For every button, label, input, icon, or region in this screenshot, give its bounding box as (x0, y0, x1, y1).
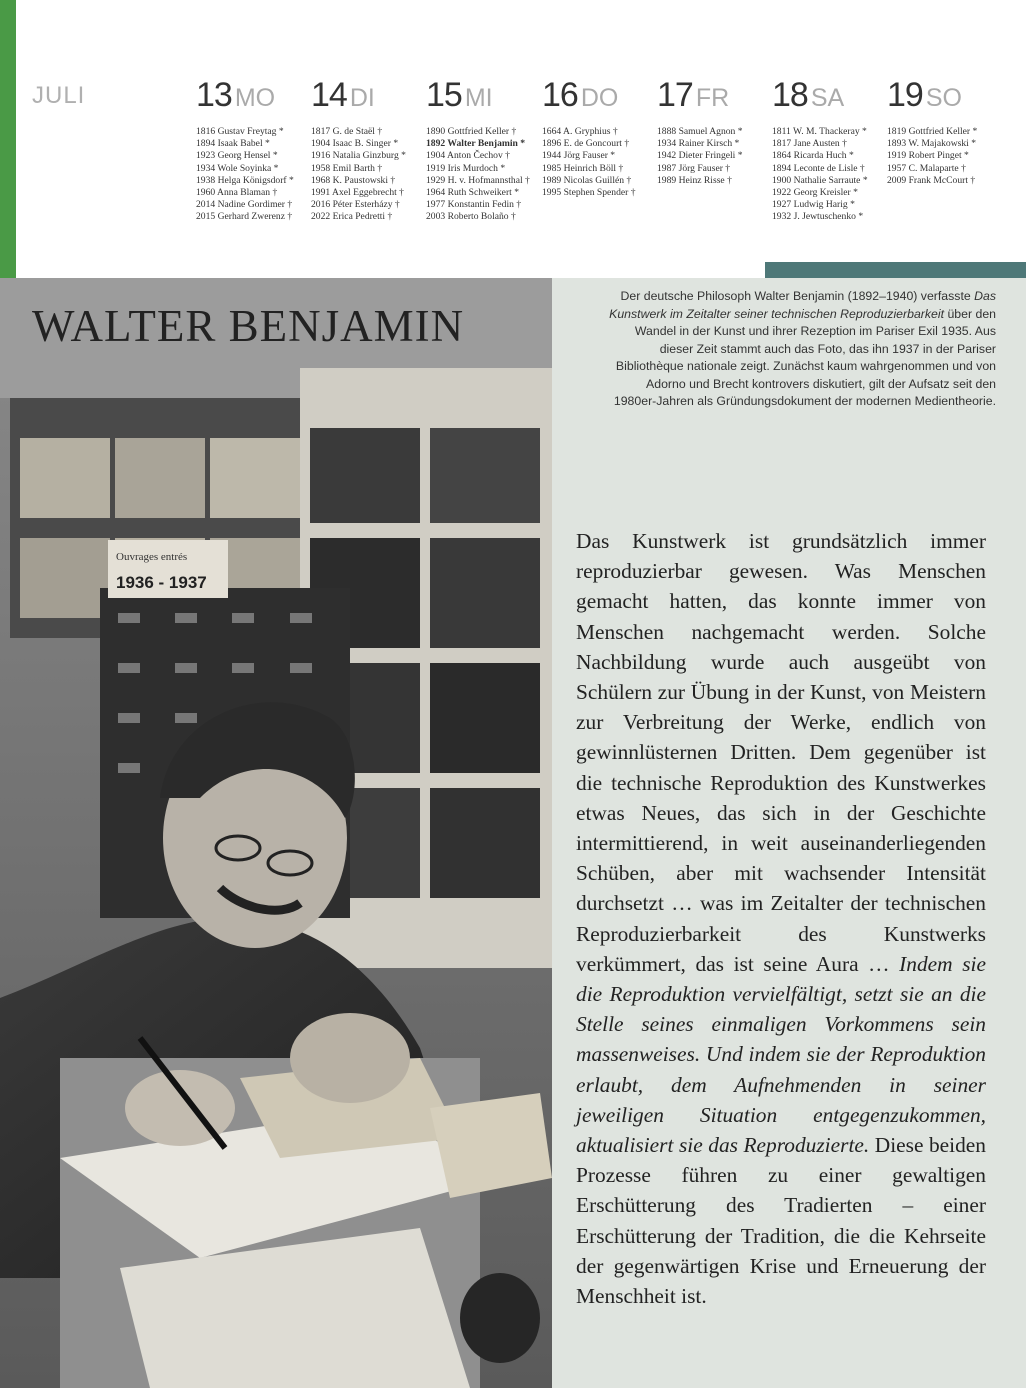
day-header (657, 76, 769, 120)
event-entry: 1864 Ricarda Huch * (772, 150, 854, 162)
event-entry: 2009 Frank McCourt † (887, 174, 976, 186)
events-list (311, 126, 423, 224)
day-header (542, 76, 654, 120)
weekday-label: SA (810, 84, 845, 112)
event-entry: 1944 Jörg Fauser * (542, 150, 616, 162)
day-column (542, 76, 654, 199)
quote-part-italic: Indem sie die Reproduktion vervielfältigt, setzt sie an die Stelle seines einmaligen Vorkommens sein massenweises. Und indem sie der Reproduktion erlaubt, dem Aufnehmenden in seiner jeweiligen Situation entgegenzukommen, aktualisiert sie das Reproduzierte. (576, 951, 986, 1158)
day-number: 17 (657, 76, 693, 114)
event-entry: 1892 Walter Benjamin * (426, 138, 526, 150)
month-label: JULI (32, 82, 86, 109)
event-entry: 1919 Iris Murdoch * (426, 162, 506, 174)
events-list (426, 126, 538, 224)
event-entry: 1817 G. de Staël † (311, 126, 383, 137)
event-entry: 1942 Dieter Fringeli * (657, 150, 743, 162)
event-entry: 1923 Georg Hensel * (196, 150, 278, 162)
intro-paragraph (606, 288, 996, 411)
event-entry: 1960 Anna Blaman † (196, 187, 278, 199)
weekday-label: MO (234, 84, 276, 112)
event-entry: 1938 Helga Königsdorf * (196, 174, 294, 186)
intro-text-2: über den Wandel in der Kunst und ihrer Rezeption im Pariser Exil 1935. Aus dieser Zeit stammt auch das Foto, das ihn 1937 in der Pariser Bibliothèque nationale zeigt. Zunächst kaum wahrgenommen und von Adorno und Brecht kontrovers diskutiert, gilt der Aufsatz seit den 1980er-Jahren als Gründungsdokument der modernen Medientheorie. (613, 306, 996, 408)
weekday-label: MI (464, 84, 493, 112)
weekday-label: FR (695, 84, 730, 112)
event-entry: 1958 Emil Barth † (311, 162, 383, 174)
day-header (196, 76, 308, 120)
day-number: 18 (772, 76, 808, 114)
event-entry: 1927 Ludwig Harig * (772, 199, 855, 211)
green-accent-bar (0, 0, 16, 278)
teal-accent-bar (765, 262, 1026, 278)
day-column (426, 76, 538, 224)
day-column (311, 76, 423, 224)
events-list (772, 126, 884, 224)
event-entry: 1991 Axel Eggebrecht † (311, 187, 404, 199)
event-entry: 1816 Gustav Freytag * (196, 126, 284, 137)
day-number: 14 (311, 76, 347, 114)
event-entry: 1932 J. Jewtuschenko * (772, 211, 864, 223)
day-number: 15 (426, 76, 462, 114)
event-entry: 1890 Gottfried Keller † (426, 126, 517, 137)
event-entry: 2016 Péter Esterházy † (311, 199, 400, 211)
event-entry: 1664 A. Gryphius † (542, 126, 618, 137)
event-entry: 1817 Jane Austen † (772, 138, 847, 150)
event-entry: 1922 Georg Kreisler * (772, 187, 858, 199)
quote-part-1: Das Kunstwerk ist grundsätzlich immer reproduzierbar gewesen. Was Menschen gemacht hatten, das konnte immer von Menschen nachgemacht werden. Solche Nachbildung wurde auch ausgeübt von Schülern zur Übung in der Kunst, von Meistern zur Verbreitung der Werke, endlich von gewinnlüsternen Dritten. Dem gegenüber ist die technische Reproduktion des Kunstwerkes etwas Neues, das sich in der Geschichte intermittierend, in weit auseinanderliegenden Schüben, aber mit wachsender Intensität durchsetzt … was im Zeitalter der technischen Reproduzierbarkeit des Kunstwerks verkümmert, das ist seine Aura … (576, 529, 986, 976)
event-entry: 1989 Heinz Risse † (657, 174, 732, 186)
day-header (887, 76, 999, 120)
article-title: WALTER BENJAMIN (32, 301, 465, 351)
intro-book-title: Das Kunstwerk im Zeitalter seiner technischen Reproduzierbarkeit (609, 289, 996, 321)
event-entry: 1934 Rainer Kirsch * (657, 138, 740, 150)
photo-sign-label: Ouvrages entrés (116, 551, 188, 563)
day-column (657, 76, 769, 187)
event-entry: 1995 Stephen Spender † (542, 187, 636, 199)
event-entry: 1894 Leconte de Lisle † (772, 162, 865, 174)
event-entry: 1957 C. Malaparte † (887, 162, 966, 174)
event-entry: 1916 Natalia Ginzburg * (311, 150, 406, 162)
event-entry: 1894 Isaak Babel * (196, 138, 270, 150)
event-entry: 1811 W. M. Thackeray * (772, 126, 867, 137)
events-list (542, 126, 654, 199)
day-number: 19 (887, 76, 923, 114)
day-column (887, 76, 999, 187)
event-entry: 2022 Erica Pedretti † (311, 211, 393, 223)
event-entry: 1904 Isaac B. Singer * (311, 138, 399, 150)
event-entry: 2014 Nadine Gordimer † (196, 199, 293, 211)
weekday-label: SO (925, 84, 962, 112)
weekday-label: DI (349, 84, 375, 112)
event-entry: 1987 Jörg Fauser † (657, 162, 731, 174)
day-number: 13 (196, 76, 232, 114)
event-entry: 1900 Nathalie Sarraute * (772, 174, 868, 186)
quote-part-3: Diese beiden Prozesse führen zu einer gewaltigen Erschütterung des Tradierten – einer Erschütterung der Tradition, die die Kehrseite der gegenwärtigen Krise und Erneuerung der Menschheit ist. (576, 1133, 987, 1309)
benjamin-photo (0, 278, 552, 1388)
event-entry: 1896 E. de Goncourt † (542, 138, 630, 150)
event-entry: 1904 Anton Čechov † (426, 150, 510, 162)
event-entry: 2003 Roberto Bolaño † (426, 211, 516, 223)
day-column (196, 76, 308, 224)
events-list (887, 126, 999, 187)
event-entry: 1964 Ruth Schweikert * (426, 187, 519, 199)
day-column (772, 76, 884, 224)
event-entry: 1934 Wole Soyinka * (196, 162, 279, 174)
event-entry: 1919 Robert Pinget * (887, 150, 969, 162)
event-entry: 1968 K. Paustowski † (311, 174, 396, 186)
event-entry: 1888 Samuel Agnon * (657, 126, 743, 137)
intro-text-1: Der deutsche Philosoph Walter Benjamin (1892–1940) verfasste (620, 289, 975, 303)
event-entry: 1977 Konstantin Fedin † (426, 199, 522, 211)
event-entry: 1989 Nicolas Guillén † (542, 174, 632, 186)
event-entry: 1819 Gottfried Keller * (887, 126, 978, 137)
events-list (657, 126, 769, 187)
event-entry: 2015 Gerhard Zwerenz † (196, 211, 293, 223)
photo-sign-years: 1936 - 1937 (116, 573, 207, 592)
day-header (426, 76, 538, 120)
event-entry: 1985 Heinrich Böll † (542, 162, 624, 174)
day-header (311, 76, 423, 120)
event-entry: 1929 H. v. Hofmannsthal † (426, 174, 530, 186)
day-header (772, 76, 884, 120)
event-entry: 1893 W. Majakowski * (887, 138, 977, 150)
day-number: 16 (542, 76, 578, 114)
events-list (196, 126, 308, 224)
weekday-label: DO (580, 84, 619, 112)
benjamin-quote (576, 526, 986, 1311)
